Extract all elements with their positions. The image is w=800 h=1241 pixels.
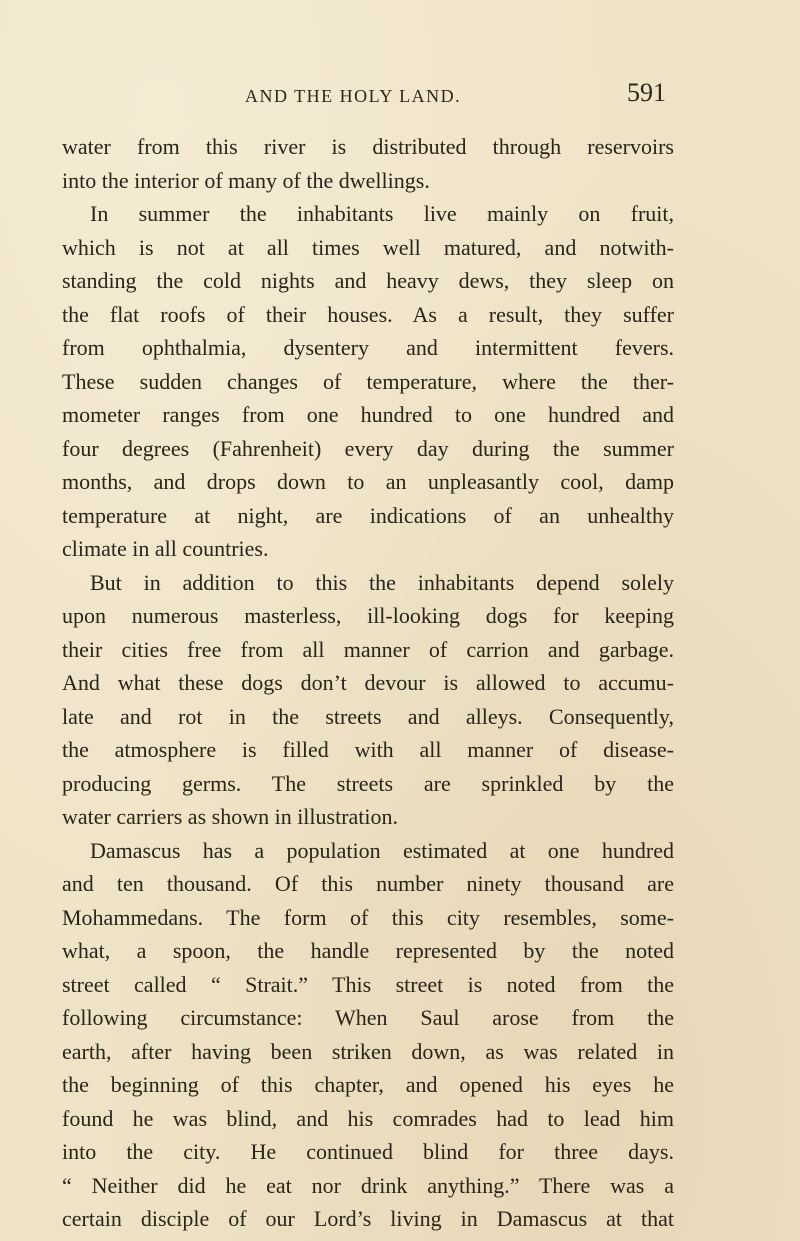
text-line: But in addition to this the inhabitants depend solely [90,569,674,595]
text-line: Damascus has a population estimated at one hundred [90,837,674,863]
text-line: the flat roofs of their houses. As a result, they suffer [62,301,674,327]
text-line: producing germs. The streets are sprinkled by the [62,770,674,796]
text-line: from ophthalmia, dysentery and intermittent fevers. [62,335,674,360]
text-line: into the interior of many of the dwellings. [62,167,430,193]
text-line: what, a spoon, the handle represented by the noted [62,938,674,963]
text-line: certain disciple of our Lord’s living in Damascus at that [62,1206,674,1231]
text-line: In summer the inhabitants live mainly on fruit, [90,201,674,226]
text-line: water carriers as shown in illustration. [62,804,399,829]
text-line: their cities free from all manner of carrion and garbage. [62,636,674,662]
body-text [62,130,674,1236]
text-line: months, and drops down to an unpleasantly cool, damp [62,469,674,494]
text-line: upon numerous masterless, ill-looking dogs for keeping [62,603,674,628]
text-line: Mohammedans. The form of this city resembles, some- [62,904,674,930]
text-line: These sudden changes of temperature, where the ther- [62,368,674,394]
text-line: temperature at night, are indications of an unhealthy [62,502,674,528]
running-head: AND THE HOLY LAND. [245,86,462,106]
text-line: found he was blind, and his comrades had to lead him [62,1105,674,1131]
text-line: following circumstance: When Saul arose from the [62,1005,674,1030]
text-line: “ Neither did he eat nor drink anything.” There was a [62,1172,674,1198]
text-line: water from this river is distributed through reservoirs [62,134,674,159]
text-line: four degrees (Fahrenheit) every day during the summer [62,435,674,461]
text-line: And what these dogs don’t devour is allowed to accumu- [62,670,674,695]
text-line: mometer ranges from one hundred to one hundred and [62,402,674,427]
text-line: which is not at all times well matured, and notwith- [62,234,674,260]
text-line: earth, after having been striken down, as was related in [62,1038,674,1064]
text-line: into the city. He continued blind for three days. [62,1139,674,1164]
text-line: and ten thousand. Of this number ninety thousand are [62,871,674,896]
text-line: the beginning of this chapter, and opened his eyes he [62,1072,674,1097]
page-number: 591 [627,78,666,107]
text-line: standing the cold nights and heavy dews, they sleep on [62,268,674,293]
text-line: late and rot in the streets and alleys. Consequently, [62,703,674,729]
text-line: climate in all countries. [62,536,269,561]
text-line: the atmosphere is filled with all manner of disease- [62,737,674,762]
text-line: street called “ Strait.” This street is noted from the [62,971,674,997]
